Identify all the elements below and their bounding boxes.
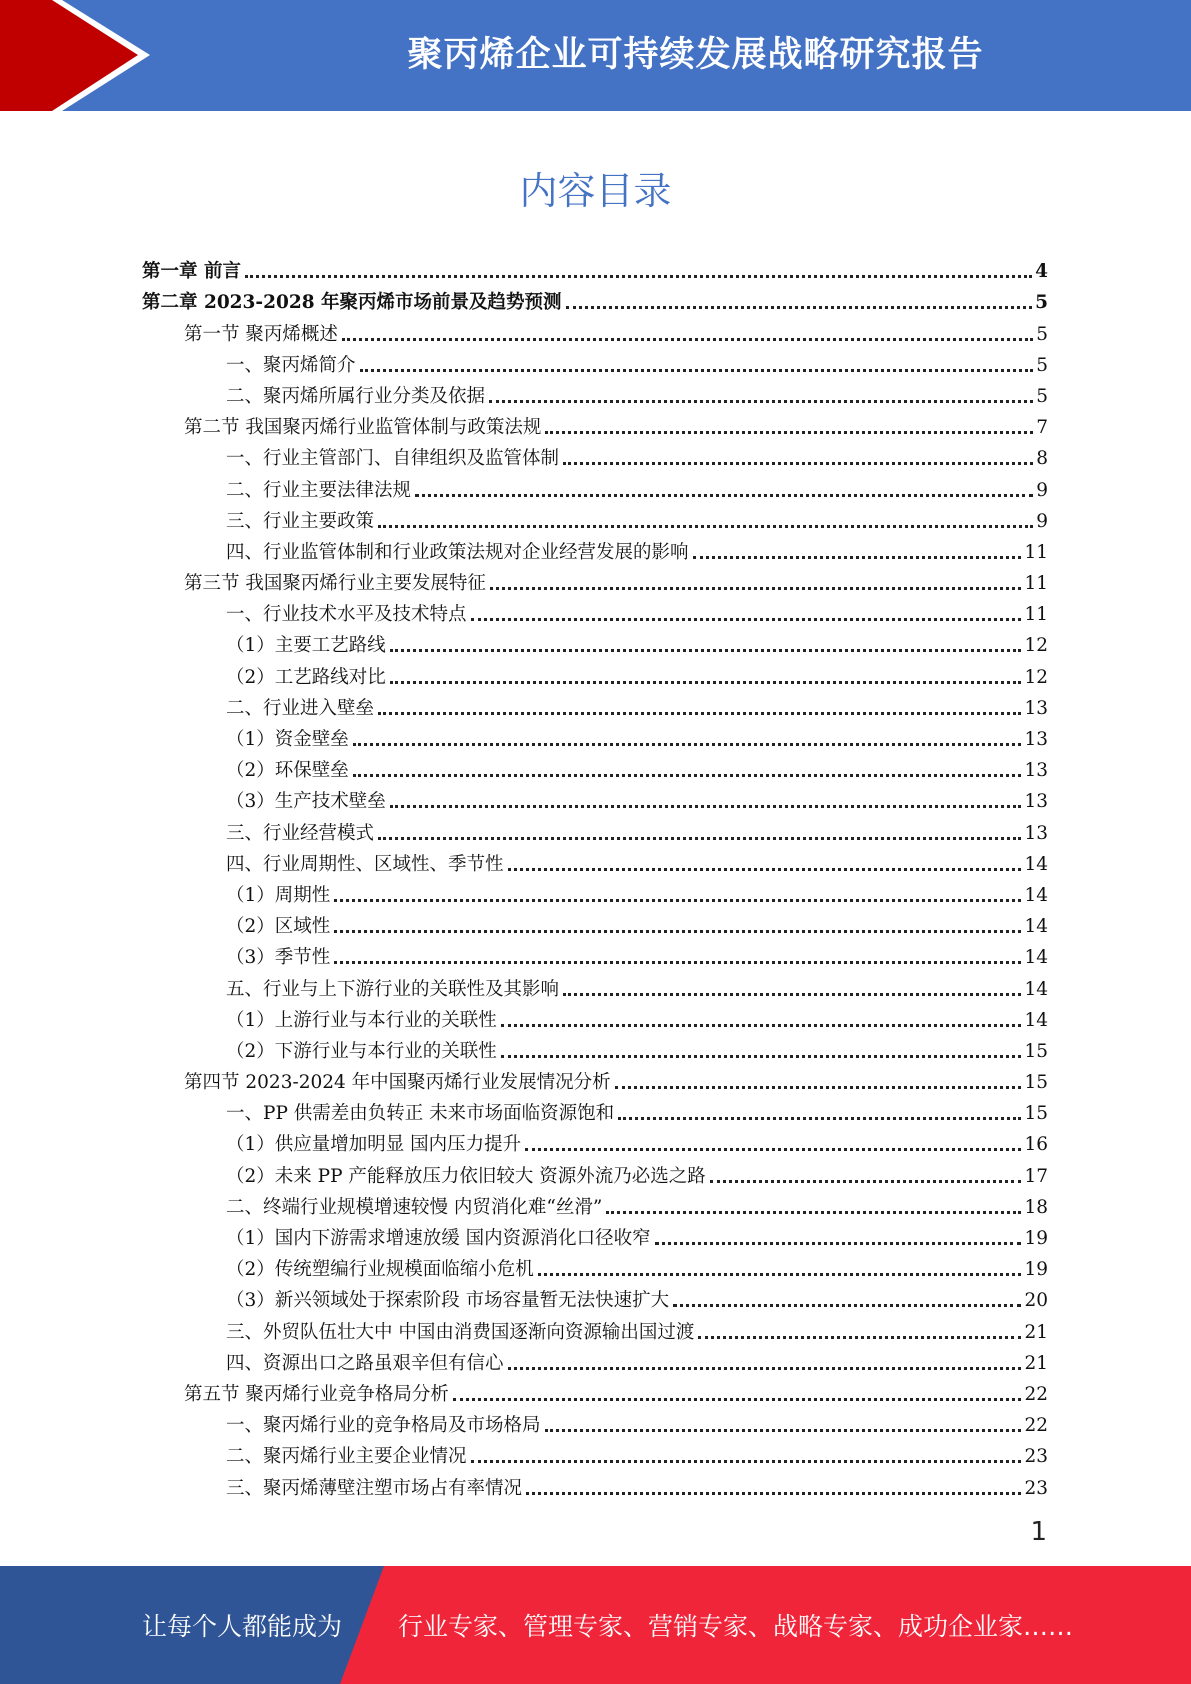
- toc-entry-label: 二、行业进入壁垒: [226, 697, 375, 719]
- toc-entry[interactable]: [142, 783, 1048, 814]
- toc-entry-page: 13: [1024, 822, 1048, 844]
- toc-leader-dots: [390, 681, 1022, 684]
- toc-entry[interactable]: [142, 1002, 1048, 1033]
- toc-entry-page: 14: [1024, 853, 1048, 875]
- toc-entry[interactable]: [142, 534, 1048, 565]
- toc-entry-label: （2）下游行业与本行业的关联性: [226, 1040, 497, 1062]
- report-title: 聚丙烯企业可持续发展战略研究报告: [407, 35, 984, 75]
- toc-entry[interactable]: [142, 1064, 1048, 1095]
- toc-leader-dots: [526, 1492, 1021, 1495]
- header-arrow-icon: [0, 0, 160, 111]
- toc-entry-page: 7: [1036, 417, 1048, 439]
- toc-entry[interactable]: [142, 658, 1048, 689]
- toc-entry-label: 第四节 2023-2024 年中国聚丙烯行业发展情况分析: [184, 1072, 611, 1094]
- toc-leader-dots: [525, 1148, 1021, 1151]
- toc-leader-dots: [360, 369, 1034, 372]
- toc-entry-page: 20: [1024, 1290, 1048, 1312]
- toc-leader-dots: [545, 1429, 1022, 1432]
- toc-leader-dots: [508, 1367, 1022, 1370]
- toc-entry[interactable]: [142, 1313, 1048, 1344]
- toc-leader-dots: [245, 275, 1032, 278]
- toc-entry[interactable]: [142, 970, 1048, 1001]
- toc-entry[interactable]: [142, 1033, 1048, 1064]
- toc-entry-page: 21: [1024, 1352, 1048, 1374]
- header-banner: [0, 0, 1191, 111]
- toc-entry[interactable]: [142, 315, 1048, 346]
- toc-entry[interactable]: [142, 1469, 1048, 1500]
- toc-entry-label: 三、行业主要政策: [226, 510, 375, 532]
- footer-slogan-right: 行业专家、管理专家、营销专家、战略专家、成功企业家……: [398, 1612, 1074, 1641]
- toc-entry-page: 14: [1024, 884, 1048, 906]
- toc-entry-page: 15: [1024, 1103, 1048, 1125]
- toc-entry-page: 13: [1024, 697, 1048, 719]
- toc-entry-label: 二、行业主要法律法规: [226, 479, 412, 501]
- toc-entry-page: 22: [1024, 1415, 1048, 1437]
- toc-entry[interactable]: [142, 1157, 1048, 1188]
- toc-heading: 内容目录: [519, 169, 672, 213]
- toc-leader-dots: [415, 494, 1033, 497]
- toc-leader-dots: [334, 899, 1021, 902]
- toc-entry[interactable]: [142, 1189, 1048, 1220]
- toc-entry-page: 12: [1024, 635, 1048, 657]
- toc-leader-dots: [501, 1024, 1022, 1027]
- toc-entry-label: （3）季节性: [226, 947, 331, 969]
- toc-entry[interactable]: [142, 503, 1048, 534]
- toc-entry-label: 二、聚丙烯所属行业分类及依据: [226, 385, 486, 407]
- toc-entry-page: 13: [1024, 791, 1048, 813]
- toc-entry-page: 14: [1024, 947, 1048, 969]
- toc-leader-dots: [471, 618, 1022, 621]
- toc-entry[interactable]: [142, 284, 1048, 315]
- toc-entry[interactable]: [142, 1407, 1048, 1438]
- toc-entry-page: 5: [1036, 354, 1048, 376]
- toc-entry-label: 二、聚丙烯行业主要企业情况: [226, 1446, 467, 1468]
- toc-entry[interactable]: [142, 752, 1048, 783]
- toc-entry-page: 23: [1024, 1477, 1048, 1499]
- toc-entry-page: 22: [1024, 1383, 1048, 1405]
- toc-entry-label: 三、聚丙烯薄壁注塑市场占有率情况: [226, 1477, 523, 1499]
- toc-entry-label: 三、行业经营模式: [226, 822, 375, 844]
- toc-entry-page: 18: [1024, 1196, 1048, 1218]
- toc-entry[interactable]: [142, 721, 1048, 752]
- toc-leader-dots: [655, 1242, 1022, 1245]
- toc-entry-label: 三、外贸队伍壮大中 中国由消费国逐渐向资源输出国过渡: [226, 1321, 695, 1343]
- toc-leader-dots: [390, 649, 1022, 652]
- toc-leader-dots: [545, 431, 1033, 434]
- toc-leader-dots: [390, 805, 1022, 808]
- toc-entry-page: 8: [1036, 448, 1048, 470]
- toc-entry-label: （2）工艺路线对比: [226, 666, 386, 688]
- toc-leader-dots: [378, 525, 1033, 528]
- page-number: 1: [1030, 1517, 1047, 1547]
- toc-leader-dots: [693, 556, 1022, 559]
- toc-entry-label: 第二节 我国聚丙烯行业监管体制与政策法规: [184, 417, 542, 439]
- toc-leader-dots: [353, 743, 1022, 746]
- toc-leader-dots: [334, 930, 1021, 933]
- toc-entry[interactable]: [142, 1095, 1048, 1126]
- toc-leader-dots: [538, 1273, 1022, 1276]
- toc-entry-page: 16: [1024, 1134, 1048, 1156]
- footer-banner: [0, 1566, 1191, 1684]
- toc-entry-label: （2）传统塑编行业规模面临缩小危机: [226, 1259, 534, 1281]
- toc-entry[interactable]: [142, 565, 1048, 596]
- table-of-contents: [142, 253, 1048, 1501]
- toc-entry-label: （1）周期性: [226, 884, 331, 906]
- toc-entry[interactable]: [142, 596, 1048, 627]
- toc-entry[interactable]: [142, 1220, 1048, 1251]
- toc-leader-dots: [342, 338, 1033, 341]
- toc-entry-label: （1）供应量增加明显 国内压力提升: [226, 1134, 522, 1156]
- toc-entry[interactable]: [142, 1438, 1048, 1469]
- toc-entry-label: （2）环保壁垒: [226, 760, 349, 782]
- toc-leader-dots: [334, 961, 1021, 964]
- toc-leader-dots: [471, 1460, 1022, 1463]
- toc-entry[interactable]: [142, 378, 1048, 409]
- toc-entry[interactable]: [142, 690, 1048, 721]
- toc-entry-label: 第三节 我国聚丙烯行业主要发展特征: [184, 573, 486, 595]
- toc-entry-label: 第五节 聚丙烯行业竞争格局分析: [184, 1383, 449, 1405]
- toc-entry[interactable]: [142, 1126, 1048, 1157]
- toc-entry-page: 15: [1024, 1072, 1048, 1094]
- toc-leader-dots: [673, 1304, 1021, 1307]
- toc-entry-label: 二、终端行业规模增速较慢 内贸消化难“丝滑”: [226, 1196, 603, 1218]
- toc-leader-dots: [618, 1117, 1021, 1120]
- toc-entry-label: （1）国内下游需求增速放缓 国内资源消化口径收窄: [226, 1228, 651, 1249]
- toc-entry-label: 一、行业技术水平及技术特点: [226, 604, 467, 626]
- toc-leader-dots: [563, 993, 1021, 996]
- toc-entry-label: （3）生产技术壁垒: [226, 791, 386, 813]
- toc-entry-label: 第一章 前言: [142, 261, 241, 283]
- toc-entry-page: 4: [1035, 261, 1048, 283]
- toc-entry-page: 9: [1036, 510, 1048, 532]
- toc-leader-dots: [378, 712, 1021, 715]
- toc-entry-label: （1）主要工艺路线: [226, 635, 386, 657]
- toc-entry-label: 一、PP 供需差由负转正 未来市场面临资源饱和: [226, 1103, 615, 1125]
- toc-entry-label: 一、聚丙烯简介: [226, 354, 356, 376]
- toc-entry-page: 14: [1024, 916, 1048, 938]
- toc-entry-page: 12: [1024, 666, 1048, 688]
- toc-entry-label: 一、行业主管部门、自律组织及监管体制: [226, 448, 560, 470]
- toc-entry[interactable]: [142, 939, 1048, 970]
- toc-leader-dots: [453, 1398, 1022, 1401]
- toc-entry-page: 19: [1024, 1228, 1048, 1249]
- toc-entry-page: 23: [1024, 1446, 1048, 1468]
- toc-entry-label: （2）区域性: [226, 916, 331, 938]
- toc-entry-page: 17: [1024, 1165, 1048, 1187]
- toc-leader-dots: [710, 1180, 1022, 1183]
- toc-entry-page: 5: [1036, 323, 1048, 345]
- toc-entry-label: 一、聚丙烯行业的竞争格局及市场格局: [226, 1415, 541, 1437]
- toc-entry-label: 四、资源出口之路虽艰辛但有信心: [226, 1352, 504, 1374]
- toc-entry-label: 四、行业监管体制和行业政策法规对企业经营发展的影响: [226, 541, 689, 563]
- toc-leader-dots: [698, 1336, 1021, 1339]
- toc-entry-page: 9: [1036, 479, 1048, 501]
- toc-leader-dots: [490, 587, 1022, 590]
- toc-leader-dots: [353, 774, 1022, 777]
- toc-entry-page: 15: [1024, 1040, 1048, 1062]
- toc-entry[interactable]: [142, 1376, 1048, 1407]
- toc-entry[interactable]: [142, 440, 1048, 471]
- toc-entry-page: 11: [1024, 604, 1048, 626]
- toc-entry-page: 11: [1024, 541, 1048, 563]
- toc-entry-page: 21: [1024, 1321, 1048, 1343]
- toc-entry-label: 第二章 2023-2028 年聚丙烯市场前景及趋势预测: [142, 292, 562, 314]
- toc-entry[interactable]: [142, 877, 1048, 908]
- toc-leader-dots: [606, 1211, 1021, 1214]
- toc-entry-page: 19: [1024, 1259, 1048, 1281]
- toc-leader-dots: [615, 1086, 1022, 1089]
- toc-leader-dots: [566, 306, 1033, 309]
- toc-entry-label: 五、行业与上下游行业的关联性及其影响: [226, 978, 560, 1000]
- toc-entry[interactable]: [142, 409, 1048, 440]
- toc-entry[interactable]: [142, 627, 1048, 658]
- toc-entry-label: 第一节 聚丙烯概述: [184, 323, 338, 345]
- toc-entry-page: 14: [1024, 978, 1048, 1000]
- toc-entry-label: （1）资金壁垒: [226, 729, 349, 750]
- toc-entry-label: 四、行业周期性、区域性、季节性: [226, 853, 504, 875]
- toc-entry[interactable]: [142, 1282, 1048, 1313]
- toc-leader-dots: [563, 462, 1033, 465]
- toc-entry[interactable]: [142, 347, 1048, 378]
- toc-entry[interactable]: [142, 471, 1048, 502]
- toc-leader-dots: [378, 837, 1021, 840]
- toc-entry-page: 11: [1024, 573, 1048, 595]
- toc-entry[interactable]: [142, 253, 1048, 284]
- toc-entry-label: （1）上游行业与本行业的关联性: [226, 1009, 497, 1031]
- toc-entry[interactable]: [142, 814, 1048, 845]
- toc-entry[interactable]: [142, 1251, 1048, 1282]
- toc-entry-label: （2）未来 PP 产能释放压力依旧较大 资源外流乃必选之路: [226, 1165, 706, 1187]
- toc-leader-dots: [501, 1055, 1022, 1058]
- toc-entry-page: 14: [1024, 1009, 1048, 1031]
- toc-leader-dots: [508, 868, 1022, 871]
- toc-leader-dots: [489, 400, 1033, 403]
- toc-entry-page: 13: [1024, 729, 1048, 750]
- toc-entry-page: 13: [1024, 760, 1048, 782]
- toc-entry-page: 5: [1036, 385, 1048, 407]
- toc-entry[interactable]: [142, 846, 1048, 877]
- toc-entry-label: （3）新兴领域处于探索阶段 市场容量暂无法快速扩大: [226, 1290, 670, 1312]
- footer-slogan-left: 让每个人都能成为: [142, 1612, 343, 1641]
- toc-entry-page: 5: [1035, 292, 1048, 314]
- toc-entry[interactable]: [142, 908, 1048, 939]
- toc-entry[interactable]: [142, 1345, 1048, 1376]
